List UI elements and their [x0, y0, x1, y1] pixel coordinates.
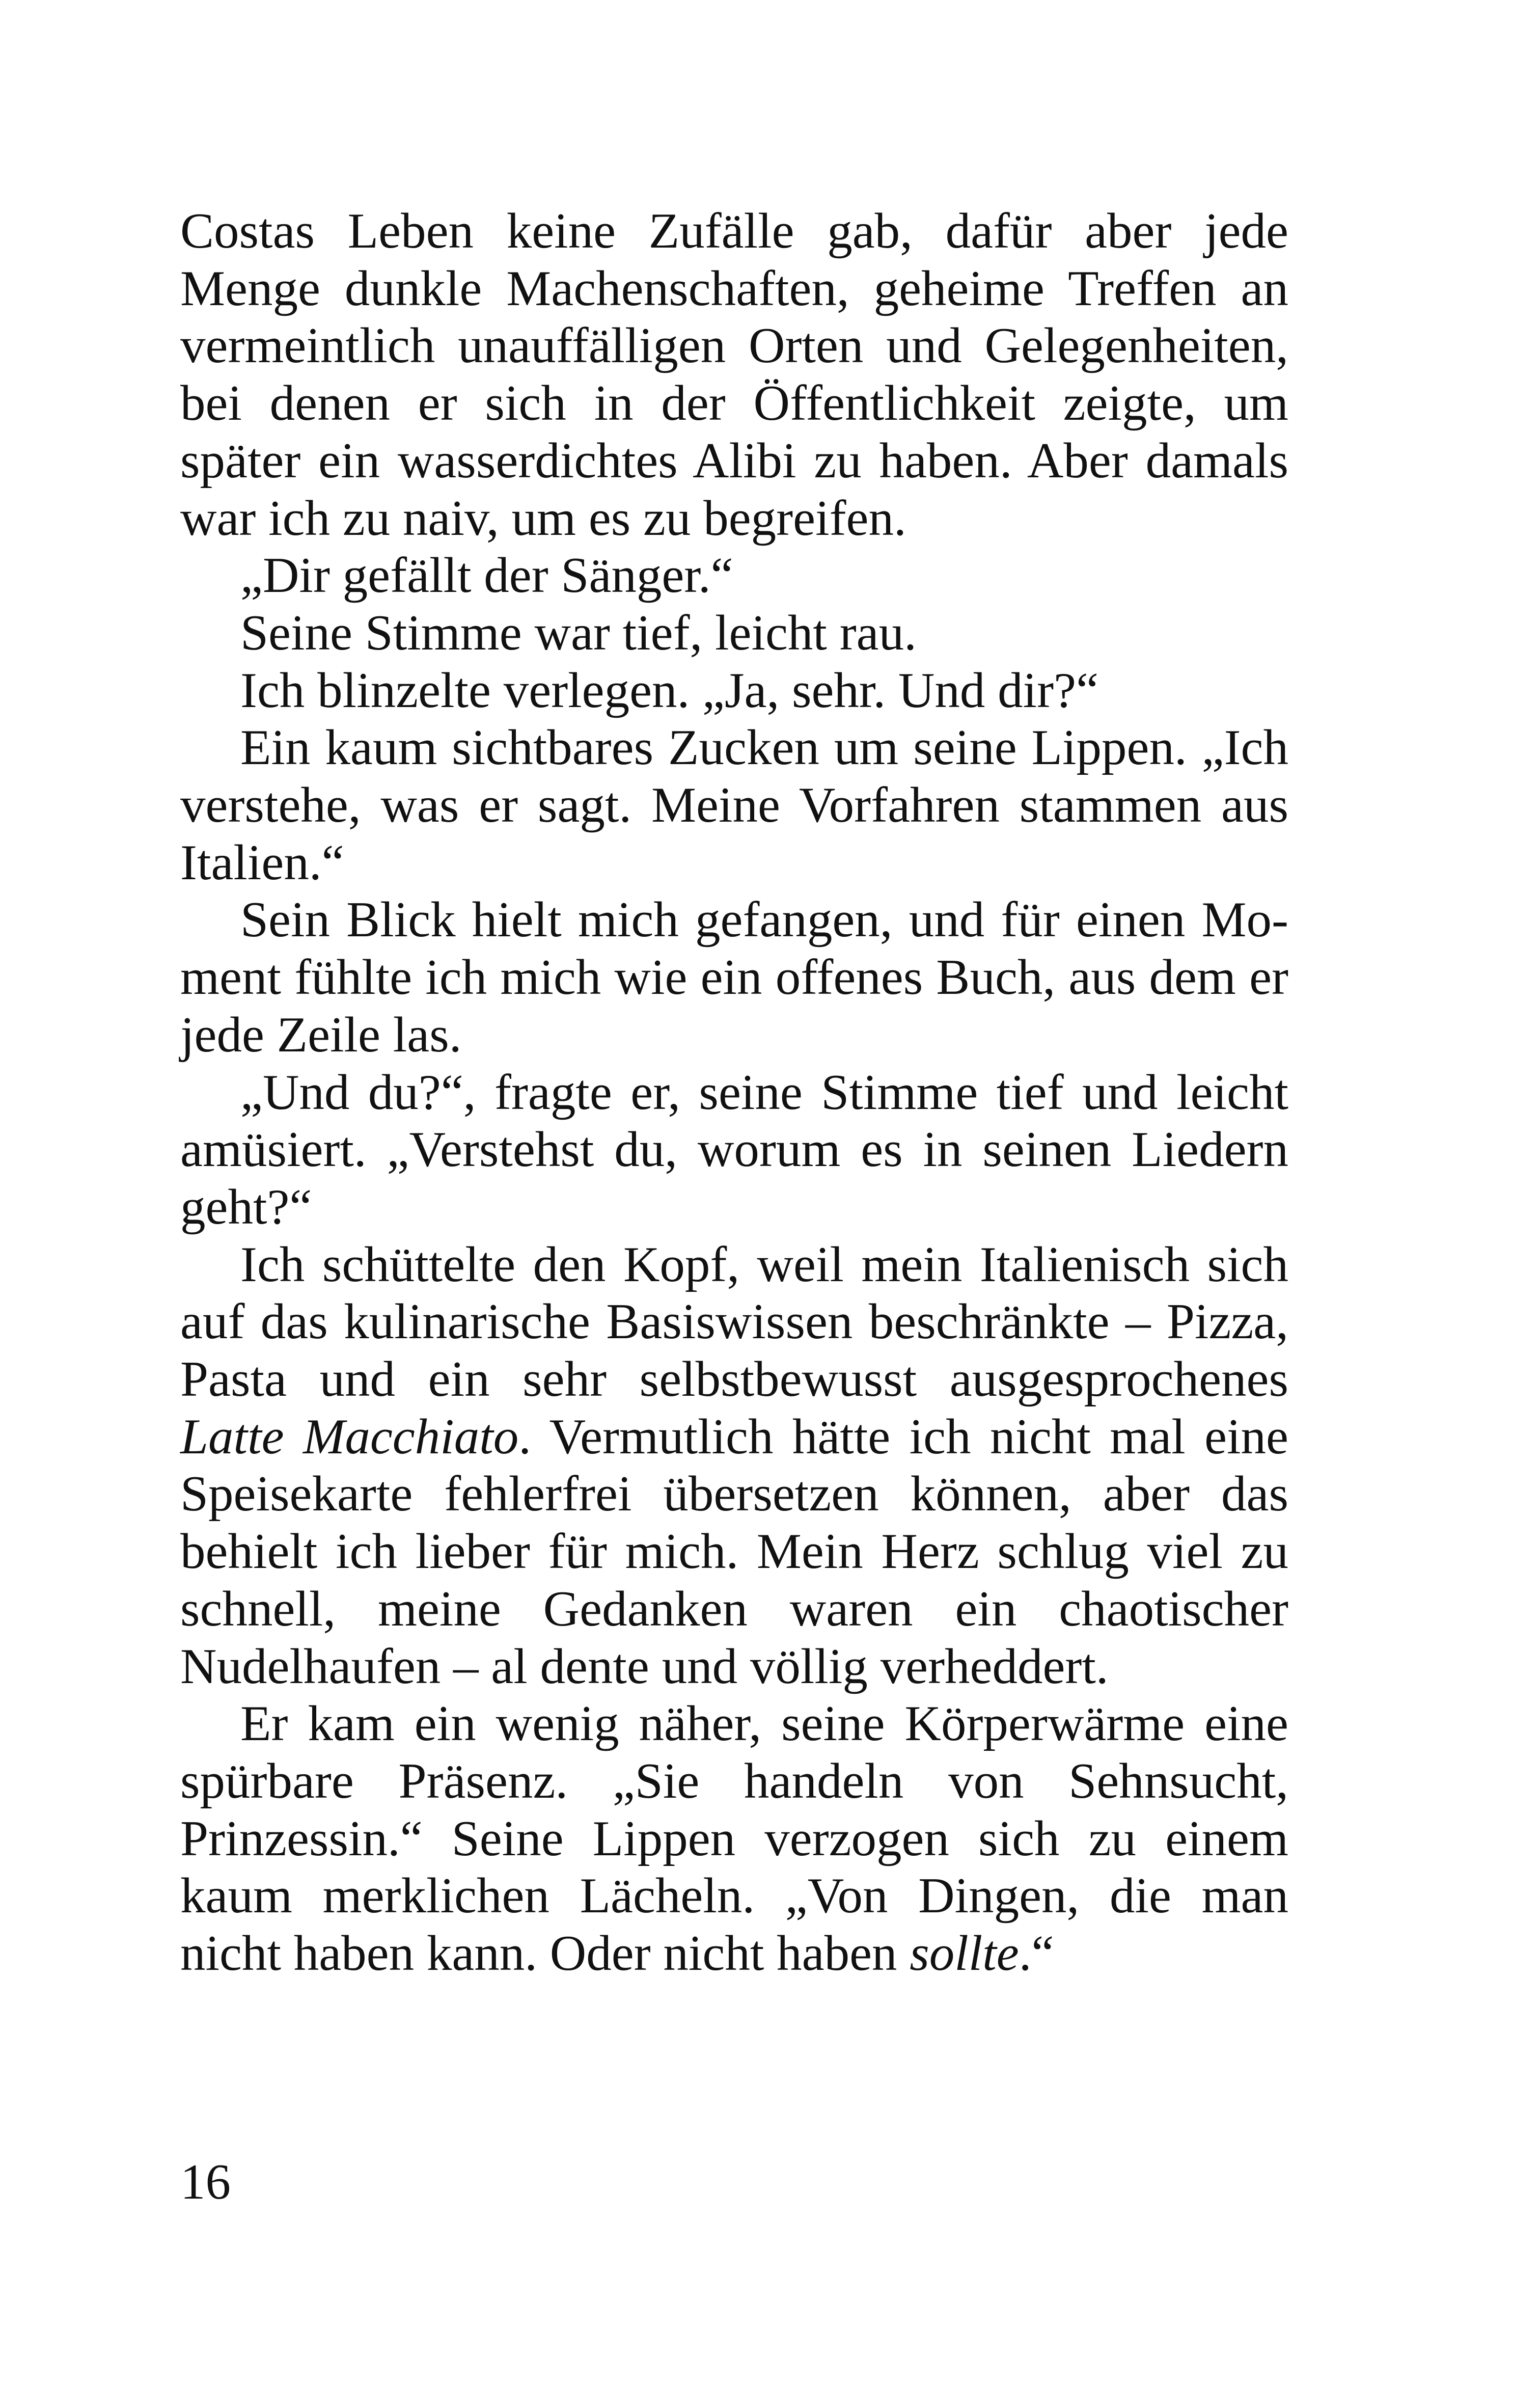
paragraph-text: Ich blinzelte verlegen. „Ja, sehr. Und dir?“	[240, 662, 1099, 718]
paragraph-text: Sein Blick hielt mich gefangen, und für einen Moment fühlte ich mich wie ein offenes Buch, aus dem er jede Zeile las.	[180, 892, 1288, 1063]
paragraph	[180, 1695, 1288, 1983]
paragraph	[180, 1236, 1288, 1696]
paragraph-text: Seine Stimme war tief, leicht rau.	[240, 605, 917, 661]
paragraph	[180, 547, 1288, 605]
italic-word: sollte	[910, 1926, 1019, 1982]
paragraph	[180, 891, 1288, 1064]
paragraph-text: Ich schüttelte den Kopf, weil mein Italienisch sich auf das kulinarische Basiswissen beschränkte – Pizza, Pasta und ein sehr selbstbewusst ausgesprochenes	[180, 1236, 1288, 1407]
paragraph	[180, 203, 1288, 547]
paragraph-text: . Vermutlich hätte ich nicht mal eine Speisekarte fehlerfrei übersetzen können, aber das behielt ich lieber für mich. Mein Herz schlug viel zu schnell, meine Gedanken waren ein chaotischer Nudelhaufen – al dente und völlig verheddert.	[180, 1409, 1288, 1694]
paragraph-text: Ein kaum sichtbares Zucken um seine Lippen. „Ich verstehe, was er sagt. Meine Vorfahren stammen aus Italien.“	[180, 720, 1288, 890]
paragraph	[180, 1064, 1288, 1236]
paragraph	[180, 719, 1288, 891]
paragraph-text: „Dir gefällt der Sänger.“	[240, 548, 733, 604]
paragraph-text: Costas Leben keine Zufälle gab, dafür aber jede Menge dunkle Machenschaften, geheime Treffen an vermeintlich unauffälligen Orten und Gelegenheiten, bei denen er sich in der Öffentlichkeit zeigte, um später ein wasserdichtes Alibi zu haben. Aber damals war ich zu naiv, um es zu begreifen.	[180, 203, 1288, 546]
paragraph-text: .“	[1019, 1926, 1054, 1982]
italic-phrase: Latte Macchiato	[180, 1409, 519, 1465]
paragraph	[180, 662, 1288, 720]
page-number: 16	[180, 2154, 231, 2210]
paragraph	[180, 605, 1288, 662]
paragraph-text: Er kam ein wenig näher, seine Körperwärme eine spürbare Präsenz. „Sie handeln von Sehnsucht, Prinzessin.“ Seine Lippen verzogen sich zu einem kaum merklichen Lächeln. „Von Dingen, die man nicht haben kann. Oder nicht haben	[180, 1696, 1288, 1982]
body-text	[180, 203, 1288, 1983]
paragraph-text: „Und du?“, fragte er, seine Stimme tief und leicht amüsiert. „Verstehst du, worum es in seinen Liedern geht?“	[180, 1064, 1288, 1235]
